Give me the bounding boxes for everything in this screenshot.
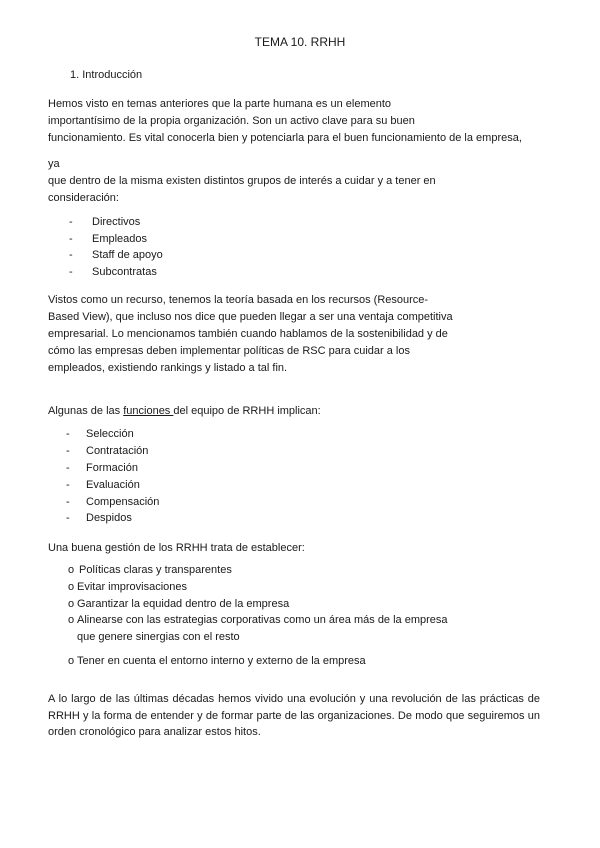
- section-heading: 1. Introducción: [70, 69, 143, 81]
- para1-line6: consideración:: [48, 192, 119, 204]
- list-item: Garantizar la equidad dentro de la empresa: [77, 598, 290, 610]
- para1-line1: Hemos visto en temas anteriores que la parte humana es un elemento: [48, 98, 392, 110]
- list-item: Directivos: [92, 216, 141, 228]
- functions-intro: [48, 403, 321, 420]
- list-item: Formación: [86, 462, 138, 474]
- list-item-continuation: que genere sinergias con el resto: [77, 631, 240, 643]
- list-item: Compensación: [86, 496, 160, 508]
- list-dash: -: [69, 233, 73, 245]
- list-dash: -: [66, 496, 70, 508]
- para2-line5: empleados, existiendo rankings y listado a tal fin.: [48, 362, 288, 374]
- list-item: Selección: [86, 428, 134, 440]
- list-dash: -: [66, 428, 70, 440]
- list-item: Despidos: [86, 512, 132, 524]
- bullet-marker: o: [68, 655, 75, 667]
- list-item: Contratación: [86, 445, 149, 457]
- list-item: Evitar improvisaciones: [77, 581, 188, 593]
- bullet-marker: o: [68, 598, 75, 610]
- list-dash: -: [66, 479, 70, 491]
- list-item: Políticas claras y transparentes: [79, 564, 232, 576]
- para2-line4: cómo las empresas deben implementar políticas de RSC para cuidar a los: [48, 345, 410, 357]
- list-item: Tener en cuenta el entorno interno y externo de la empresa: [77, 655, 366, 667]
- para1-line4: ya: [48, 158, 60, 170]
- para1-line5: que dentro de la misma existen distintos grupos de interés a cuidar y a tener en: [48, 175, 436, 187]
- list-dash: -: [69, 266, 73, 278]
- management-intro: Una buena gestión de los RRHH trata de establecer:: [48, 542, 305, 554]
- list-item: Alinearse con las estrategias corporativas como un área más de la empresa: [77, 614, 448, 626]
- list-dash: -: [69, 216, 73, 228]
- bullet-marker: o: [68, 564, 75, 576]
- bullet-marker: o: [68, 614, 75, 626]
- functions-intro-pre: Algunas de las: [48, 405, 124, 417]
- functions-intro-post: del equipo de RRHH implican:: [173, 405, 321, 417]
- list-dash: -: [69, 249, 73, 261]
- para1-line3: funcionamiento. Es vital conocerla bien y potenciarla para el buen funcionamiento de la empresa,: [48, 132, 522, 144]
- para2-line2: Based View), que incluso nos dice que pueden llegar a ser una ventaja competitiva: [48, 311, 453, 323]
- bullet-marker: o: [68, 581, 75, 593]
- para2-line3: empresarial. Lo mencionamos también cuando hablamos de la sostenibilidad y de: [48, 328, 448, 340]
- closing-paragraph: A lo largo de las últimas décadas hemos vivido una evolución y una revolución de las prácticas de RRHH y la forma de entender y de formar parte de las organizaciones. De modo que seguiremos un orden cronológico para analizar estos hitos.: [48, 693, 540, 739]
- para1-line2: importantísimo de la propia organización. Son un activo clave para su buen: [48, 115, 415, 127]
- functions-link[interactable]: funciones: [123, 405, 174, 417]
- list-dash: -: [66, 445, 70, 457]
- page-title: TEMA 10. RRHH: [254, 35, 346, 49]
- list-item: Subcontratas: [92, 266, 157, 278]
- list-dash: -: [66, 512, 70, 524]
- list-item: Empleados: [92, 233, 148, 245]
- list-dash: -: [66, 462, 70, 474]
- para2-line1: Vistos como un recurso, tenemos la teoría basada en los recursos (Resource-: [48, 294, 429, 306]
- list-item: Staff de apoyo: [92, 249, 163, 261]
- list-item: Evaluación: [86, 479, 140, 491]
